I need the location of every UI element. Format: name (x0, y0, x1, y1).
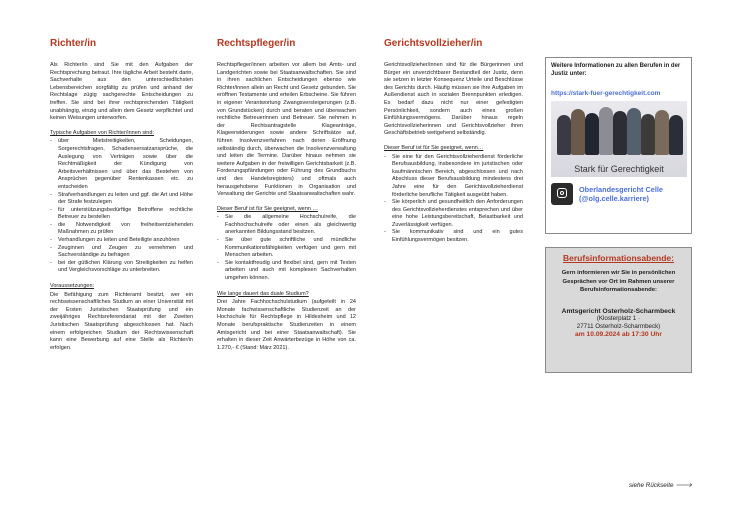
rechtspfleger-duration-heading: Wie lange dauert das duale Studium? (217, 290, 309, 297)
list-item: - Sie die allgemeine Hochschulreife, die Fachhochschulreife oder einen als gleichwertig anerkannten Bildungsstand besitzen. (217, 214, 356, 237)
instagram-link[interactable] (551, 183, 686, 205)
gerichtsvollzieher-intro: Gerichtsvollzieher/innen sind für die Bürgerinnen und Bürger ein unverzichtbarer Bestandteil der Justiz, denn sie setzen in letzter Konsequenz Urteile und Beschlüsse des Gerichts durch. Häufig müssen sie ihre Aufgaben im Außendienst auch in sozialen Brennpunkten erledigen. Es bedarf dazu nicht nur einer gefestigten Persönlichkeit, sondern auch eines großen Einfühlungsvermögens. Darüber hinaus regeln Gerichtsvollzieherinnen und Gerichtsvollzieher ihren Geschäftsbetrieb weitgehend selbständig. (384, 62, 523, 137)
instagram-handle[interactable]: Oberlandesgericht Celle (@olg.celle.karriere) (579, 185, 663, 203)
photo-caption: Stark für Gerechtigkeit (574, 164, 664, 174)
list-item: - Sie kontaktfreudig und flexibel sind, gern mit Texten arbeiten und auch mit komplexen Sachverhalten umgehen können. (217, 260, 356, 283)
gerichtsvollzieher-suited-list (384, 154, 523, 245)
event-venue: Amtsgericht Osterholz-Scharmbeck (561, 307, 676, 315)
list-item: - Sie über gute schriftliche und mündliche Kommunikationsfähigkeiten verfügen und gern mit Menschen arbeiten. (217, 237, 356, 260)
rechtspfleger-suited-list (217, 214, 356, 282)
info-box-heading: Weitere Informationen zu allen Berufen in der Justiz unter: (551, 63, 681, 77)
richter-tasks-list (50, 138, 193, 275)
career-website-link[interactable]: https://stark-fuer-gerechtigkeit.com (551, 90, 661, 97)
richter-intro: Als Richter/in sind Sie mit den Aufgaben der Rechtsprechung betraut. Ihre tägliche Arbeit besteht darin, Sachverhalte aus den unterschiedlichsten Lebensbereichen sorgfältig zu prüfen und anhand der Rechtslage zügig sachgerechte Entscheidungen zu treffen. Sie sind bei ihrer rechtsprechenden Tätigkeit unabhängig, einzig und allein dem Gesetz verpflichtet und keinen Weisungen unterworfen. (50, 62, 193, 122)
see-back-note: siehe Rückseite 🡒 (629, 482, 693, 489)
gerichtsvollzieher-suited-heading: Dieser Beruf ist für Sie geeignet, wenn… (384, 144, 484, 151)
list-item: - Zeuginnen und Zeugen zu vernehmen und Sachverständige zu befragen (50, 245, 193, 260)
heading-gerichtsvollzieher: Gerichtsvollzieher/in (384, 38, 483, 49)
rechtspfleger-suited-heading: Dieser Beruf ist für Sie geeignet, wenn … (217, 205, 318, 212)
event-box (545, 247, 692, 373)
richter-requirements-text: Die Befähigung zum Richteramt besitzt, wer ein rechtswissenschaftliches Studium an einer Universität mit der Ersten Juristischen Staatsprüfung und ein zweijähriges Rechtsreferendariat mit der Zweiten Juristischen Staatsprüfung abgeschlossen hat. Nach einem erfolgreichen Studium der Rechtswissenschaft kann eine Bewerbung auf eine Stelle als Richter/in erfolgen. (50, 291, 193, 351)
heading-richter: Richter/in (50, 38, 97, 49)
event-city: 27711 Osterholz-Scharmbeck) (576, 322, 661, 330)
list-item: - Strafverhandlungen zu leiten und ggf. die Art und Höhe der Strafe festzulegen (50, 192, 193, 207)
richter-requirements-heading: Voraussetzungen: (50, 283, 95, 290)
list-item: - die Notwendigkeit von freiheitsentziehenden Maßnahmen zu prüfen (50, 222, 193, 237)
column-rechtspfleger (217, 38, 356, 352)
column-richter (50, 38, 193, 352)
list-item: - Sie körperlich und gesundheitlich den Anforderungen des Gerichtsvollzieherdienstes entsprechen und über eine hohe Leistungsbereitschaft, Belastbarkeit und Zuverlässigkeit verfügen. (384, 199, 523, 229)
list-item: - für unterstützungsbedürftige Betroffene rechtliche Betreuer zu bestellen (50, 207, 193, 222)
richter-tasks-heading: Typische Aufgaben von Richter/innen sind: (50, 129, 154, 136)
instagram-icon (551, 183, 573, 205)
rechtspfleger-duration-text: Drei Jahre Fachhochschulstudium (aufgeteilt in 24 Monate fachwissenschaftliche Studienzeit an der Hochschule für Rechtspflege in Hildesheim und 12 Monate berufspraktische Studienzeiten in einem Amtsgericht und bei einer Staatsanwaltschaft). Sie erhalten in dieser Zeit Anwärterbezüge in Höhe von ca. 1.270,- € (Stand: März 2021). (217, 299, 356, 351)
list-item: - bei der gütlichen Klärung von Streitigkeiten zu helfen und Vergleichsvorschläge zu unterbreiten. (50, 260, 193, 275)
list-item: - Sie kommunikativ sind und ein gutes Einfühlungsvermögen besitzen. (384, 229, 523, 244)
rechtspfleger-intro: Rechtspfleger/innen arbeiten vor allem bei Amts- und Landgerichten sowie bei Staatsanwaltschaften. Sie sind in ihren sachlichen Entscheidungen ebenso wie Richter/innen allein an Recht und Gesetz gebunden. Sie eröffnen Testamente und erteilen Erbscheine. Sie führen in eigener Verantwortung Zwangsversteigerungen (z.B. von Grundstücken) durch und beraten und überwachen rechtliche Betreuerinnen und Betreuer. Sie nehmen in der Rechtsantragstelle Klageanträge, Klageerwiderungen sowie andere Schriftsätze auf, führen Insolvenzverfahren nach deren Eröffnung selbständig durch, überwachen die Insolvenzverwaltung und leiten die Termine. Darüber hinaus nehmen sie weitere Aufgaben in der freiwilligen Gerichtsbarkeit (z.B. Forderungspfändungen oder Führung des Grundbuchs und des Handelsregisters) und oftmals auch herausgehobene Funktionen in Organisation und Verwaltung der Gerichte und Staatsanwaltschaften wahr. (217, 62, 356, 198)
list-item: - über Mietstreitigkeiten, Scheidungen, Sorgerechtsfragen, Schadensersatzansprüche, die Auslegung von Verträgen sowie über die Rechtmäßigkeit der Kündigung von Arbeitsverhältnissen und über das Bestehen von Ansprüchen gegenüber Rentenkassen etc. zu entscheiden (50, 138, 193, 191)
info-box (545, 57, 692, 234)
campaign-photo (551, 101, 687, 177)
list-item: - Verhandlungen zu leiten und Beteiligte anzuhören (50, 237, 193, 245)
event-date: am 10.09.2024 ab 17:30 Uhr (575, 330, 662, 338)
column-gerichtsvollzieher (384, 38, 523, 245)
event-street: (Klosterplatz 1 · (596, 314, 641, 322)
heading-rechtspfleger: Rechtspfleger/in (217, 38, 296, 49)
event-intro: Gern informieren wir Sie in persönlichen Gesprächen vor Ort im Rahmen unserer Berufsinformationsabende: (561, 270, 676, 293)
list-item: - Sie eine für den Gerichtsvollzieherdienst förderliche Berufsausbildung, insbesondere im juristischen oder kaufmännischen Bereich, abgeschlossen und nach Abschluss dieser Berufsausbildung mindestens drei Jahre eine für den Gerichtsvollzieherdienst förderliche berufliche Tätigkeit ausgeübt haben. (384, 154, 523, 200)
event-title: Berufsinformationsabende: (563, 253, 674, 263)
